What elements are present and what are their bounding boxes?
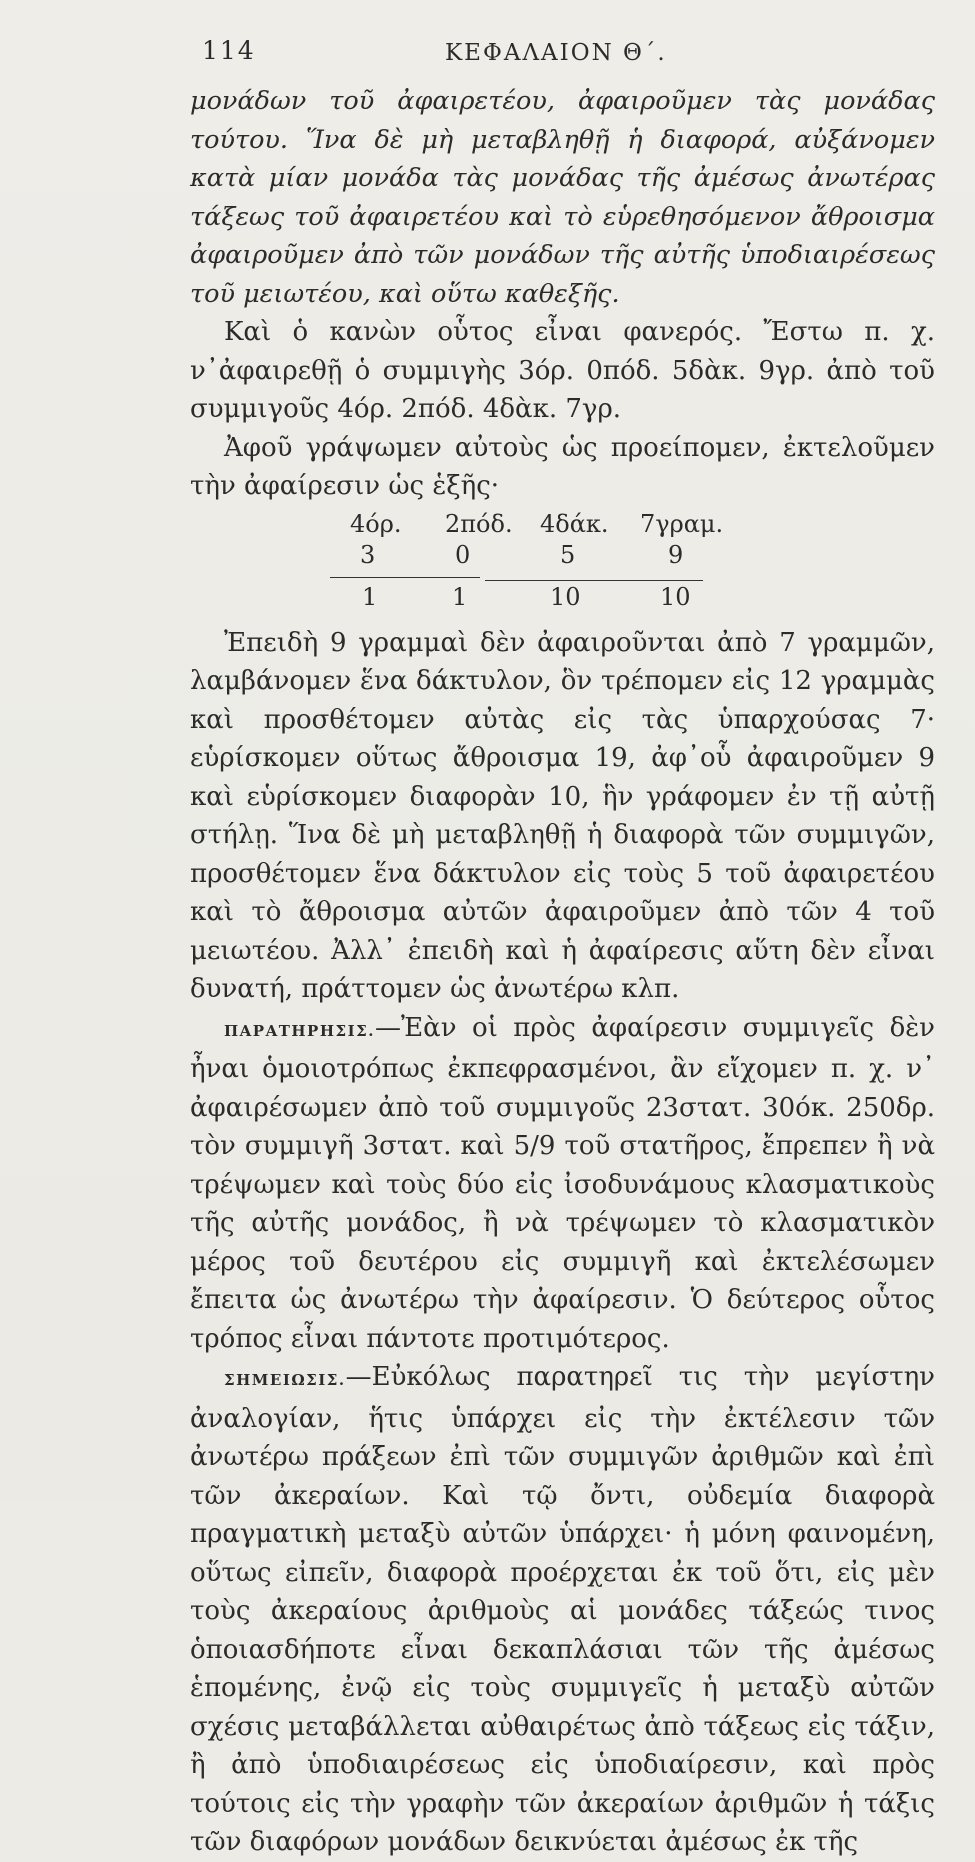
subtraction-layout — [190, 508, 935, 618]
paragraph-explanation: Ἐπειδὴ 9 γραμμαὶ δὲν ἀφαιροῦνται ἀπὸ 7 γραμμῶν, λαμβάνομεν ἕνα δάκτυλον, ὃν τρέπομεν εἰς 12 γραμμὰς καὶ προσθέτομεν αὐτὰς εἰς τὰς ὑπαρχούσας 7· εὑρίσκομεν οὕτως ἄθροισμα 19, ἀφ᾽οὗ ἀφαιροῦμεν 9 καὶ εὑρίσκομεν διαφορὰν 10, ἣν γράφομεν ἐν τῇ αὐτῇ στήλῃ. Ἵνα δὲ μὴ μεταβληθῇ ἡ διαφορὰ τῶν συμμιγῶν, προσθέτομεν ἕνα δάκτυλον εἰς τοὺς 5 τοῦ ἀφαιρετέου καὶ τὸ ἄθροισμα αὐτῶν ἀφαιροῦμεν ἀπὸ τῶν 4 τοῦ μειωτέου. Ἀλλ᾽ ἐπειδὴ καὶ ἡ ἀφαίρεσις αὕτη δὲν εἶναι δυνατή, πράττομεν ὡς ἀνωτέρω κλπ. — [190, 627, 935, 1004]
page-header — [170, 34, 810, 74]
note-text: —Εὐκόλως παρατηρεῖ τις τὴν μεγίστην ἀναλογίαν, ἥτις ὑπάρχει εἰς τὴν ἐκτέλεσιν τῶν ἀνωτέρω πράξεων ἐπὶ τῶν συμμιγῶν ἀριθμῶν καὶ ἐπὶ τῶν ἀκεραίων. Καὶ τῷ ὄντι, οὐδεμία διαφορὰ πραγματικὴ μεταξὺ αὐτῶν ὑπάρχει· ἡ μόνη φαινομένη, οὕτως εἰπεῖν, διαφορὰ προέρχεται ἐκ τοῦ ὅτι, εἰς μὲν τοὺς ἀκεραίους ἀριθμοὺς αἱ μονάδες τάξεώς τινος ὁποιασδήποτε εἶναι δεκαπλάσιαι τῶν τῆς ἀμέσως ἑπομένης, ἐνῷ εἰς τοὺς συμμιγεῖς ἡ μεταξὺ αὐτῶν σχέσις μεταβάλλεται αὐθαιρέτως ἀπὸ τάξεως εἰς τάξιν, ἢ ἀπὸ ὑποδιαιρέσεως εἰς ὑποδιαίρεσιν, καὶ πρὸς τούτοις εἰς τὴν γραφὴν τῶν ἀκεραίων ἀριθμῶν ἡ τάξις τῶν διαφόρων μονάδων δεικνύεται ἀμέσως ἐκ τῆς — [190, 1362, 935, 1857]
difference-row — [190, 583, 730, 615]
remark-text: —Ἐὰν οἱ πρὸς ἀφαίρεσιν συμμιγεῖς δὲν ἦναι ὁμοιοτρόπως ἐκπεφρασμένοι, ἂν εἴχομεν π. χ. ν᾽ ἀφαιρέσωμεν ἀπὸ τοῦ συμμιγοῦς 23στατ. 30όκ. 250δρ. τὸν συμμιγῆ 3στατ. καὶ 5/9 τοῦ στατῆρος, ἔπρεπεν ἢ νὰ τρέψωμεν καὶ τοὺς δύο εἰς ἰσοδυνάμους κλασματικοὺς τῆς αὐτῆς μονάδος, ἢ νὰ τρέψωμεν τὸ κλασματικὸν μέρος τοῦ δευτέρου εἰς συμμιγῆ καὶ ἐκτελέσωμεν ἔπειτα ὡς ἀνωτέρω τὴν ἀφαίρεσιν. Ὁ δεύτερος οὗτος τρόπος εἶναι πάντοτε προτιμότερος. — [190, 1012, 935, 1354]
paragraph-subtraction-intro: Ἀφοῦ γράψωμεν αὐτοὺς ὡς προείπομεν, ἐκτελοῦμεν τὴν ἀφαίρεσιν ὡς ἑξῆς· — [190, 432, 935, 501]
subtrahend-cell: 0 — [455, 540, 471, 569]
difference-cell: 1 — [452, 582, 468, 611]
sum-rule — [330, 577, 480, 578]
difference-cell: 10 — [660, 582, 691, 611]
paragraph-example: Καὶ ὁ κανὼν οὗτος εἶναι φανερός. Ἔστω π. χ. ν᾽ἀφαιρεθῇ ὁ συμμιγὴς 3όρ. 0πόδ. 5δὰκ. 9γρ. ἀπὸ τοῦ συμμιγοῦς 4όρ. 2πόδ. 4δὰκ. 7γρ. — [190, 317, 935, 424]
minuend-cell: 7γραμ. — [640, 509, 724, 538]
minuend-row — [190, 510, 730, 542]
paragraph-remark — [190, 1009, 935, 1359]
note-label: ΣΗΜΕΙΩΣΙΣ. — [224, 1371, 346, 1389]
subtrahend-row — [190, 541, 730, 573]
subtrahend-cell: 3 — [360, 540, 376, 569]
difference-cell: 1 — [362, 582, 378, 611]
sum-rule — [485, 580, 703, 581]
minuend-cell: 4δάκ. — [540, 509, 609, 538]
running-title: ΚΕΦΑΛΑΙΟΝ Θ΄. — [445, 40, 667, 66]
paragraph-note — [190, 1358, 935, 1862]
paragraph-continuation: μονάδων τοῦ ἀφαιρετέου, ἀφαιροῦμεν τὰς μονάδας τούτου. Ἵνα δὲ μὴ μεταβληθῇ ἡ διαφορά, αὐξάνομεν κατὰ μίαν μονάδα τὰς μονάδας τῆς ἀμέσως ἀνωτέρας τάξεως τοῦ ἀφαιρετέου καὶ τὸ εὑρεθησόμενον ἄθροισμα ἀφαιροῦμεν ἀπὸ τῶν μονάδων τῆς αὐτῆς ὑποδιαιρέσεως τοῦ μειωτέου, καὶ οὕτω καθεξῆς. — [190, 86, 935, 309]
subtrahend-cell: 9 — [668, 540, 684, 569]
difference-cell: 10 — [550, 582, 581, 611]
minuend-cell: 4όρ. — [350, 509, 402, 538]
minuend-cell: 2πόδ. — [445, 509, 513, 538]
remark-label: ΠΑΡΑΤΗΡΗΣΙΣ. — [224, 1021, 375, 1040]
subtrahend-cell: 5 — [560, 540, 576, 569]
page-body — [190, 82, 935, 1862]
page-number: 114 — [202, 36, 256, 65]
